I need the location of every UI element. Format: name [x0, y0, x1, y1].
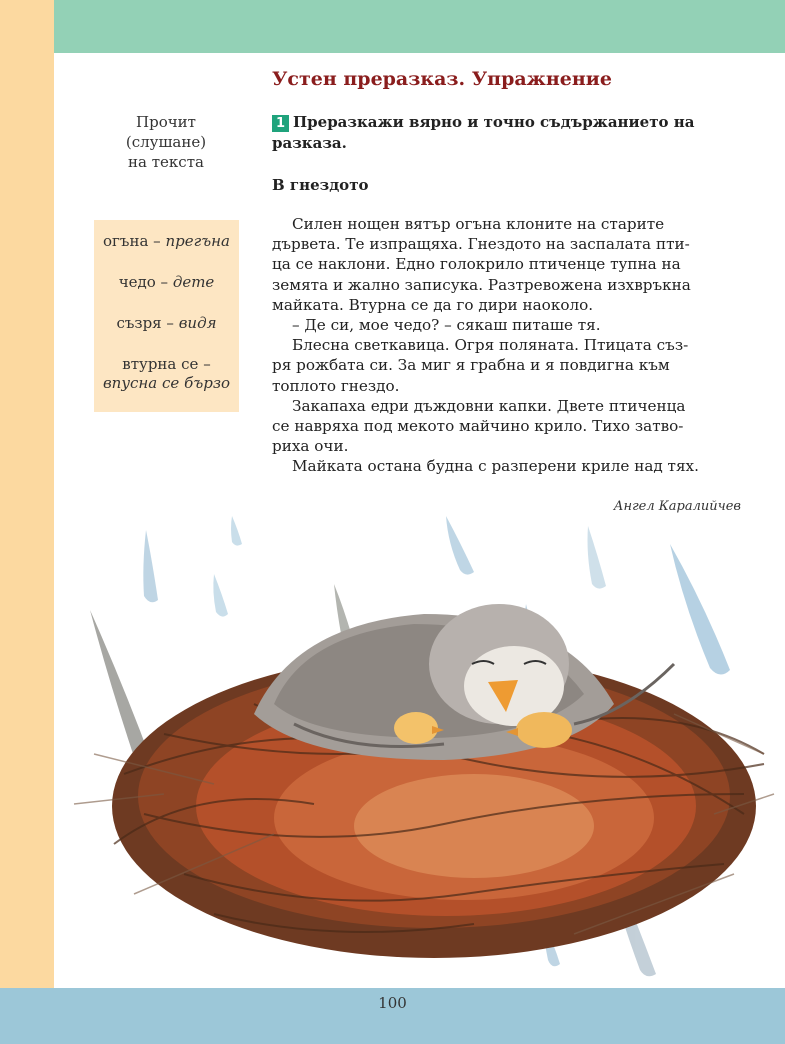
glossary-box [94, 220, 239, 412]
task-number-badge: 1 [272, 115, 289, 132]
story-title: В гнездото [272, 176, 369, 194]
story-line: дървета. Те изпращяха. Гнездото на заспалата пти- [272, 235, 690, 254]
glossary-meaning: впусна се бързо [102, 374, 231, 392]
story-line: Силен нощен вятър огъна клоните на старите [292, 215, 665, 233]
glossary-item: чедо – дете [118, 273, 215, 291]
reading-note-line: Прочит [136, 113, 196, 131]
story-author: Ангел Каралийчев [613, 499, 741, 514]
glossary-item: втурна се – впусна се бързо [94, 355, 239, 393]
story-line: земята и жално записука. Разтревожена изхвръкна [272, 275, 691, 294]
story-line: ря рожбата си. За миг я грабна и я повдигна към [272, 356, 670, 375]
story-line: Майката остана будна с разперени криле над тях. [292, 457, 699, 476]
task-text-line: Преразкажи вярно и точно съдържанието на [293, 113, 695, 131]
story-line: майката. Втурна се да го дири наоколо. [272, 295, 594, 314]
glossary-word: съзря [116, 314, 162, 332]
top-header-band [54, 0, 785, 53]
reading-note-line: (слушане) [125, 133, 207, 151]
glossary-word: огъна [103, 232, 149, 250]
glossary-meaning: прегъна [165, 232, 230, 250]
story-text [272, 214, 748, 477]
task-instruction [272, 112, 742, 154]
story-line: Блесна светкавица. Огря поляната. Птицата съз- [292, 336, 689, 355]
nest-illustration [54, 514, 785, 988]
story-line: се навряха под мекото майчино крило. Тихо затво- [272, 417, 684, 436]
glossary-item: огъна – прегъна [103, 232, 230, 250]
story-line: – Де си, мое чедо? – сякаш питаше тя. [292, 316, 601, 335]
story-line: Закапаха едри дъждовни капки. Двете птиченца [292, 396, 686, 415]
glossary-meaning: видя [178, 314, 217, 332]
lesson-title: Устен преразказ. Упражнение [272, 68, 612, 90]
reading-note-line: на текста [128, 153, 204, 171]
glossary-word: втурна се [122, 355, 199, 373]
story-line: ца се наклони. Едно голокрило птиченце тупна на [272, 255, 681, 274]
task-text-line: разказа. [272, 134, 347, 152]
glossary-item: съзря – видя [116, 314, 217, 332]
story-line: риха очи. [272, 437, 349, 456]
page-number: 100 [378, 994, 407, 1012]
story-line: топлото гнездо. [272, 376, 400, 395]
left-margin-band [0, 0, 54, 988]
glossary-meaning: дете [172, 273, 215, 291]
glossary-word: чедо [118, 273, 156, 291]
reading-note [100, 112, 232, 172]
